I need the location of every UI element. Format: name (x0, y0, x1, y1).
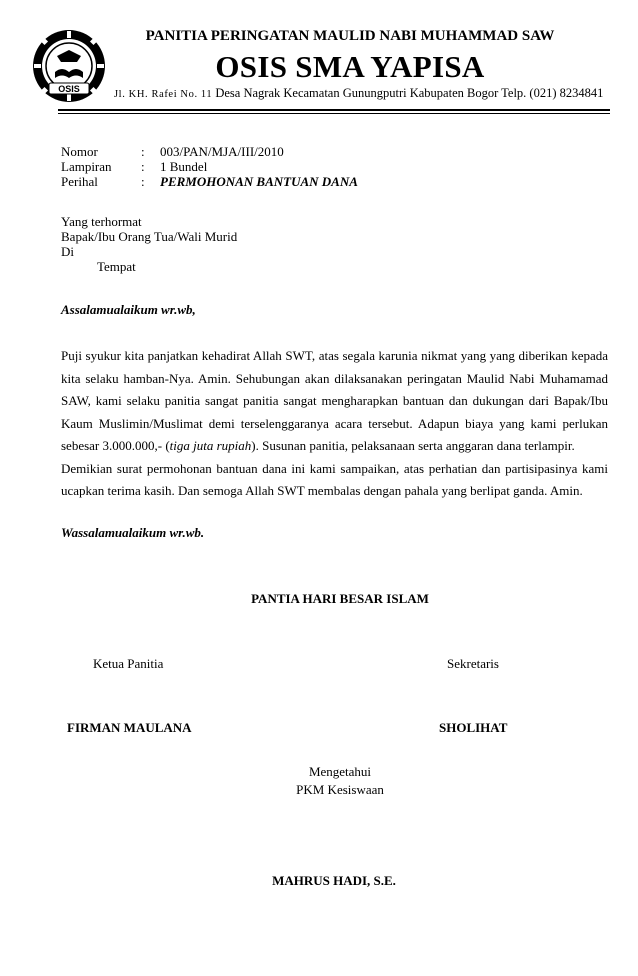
chair-name: FIRMAN MAULANA (67, 720, 192, 735)
acknowledge-unit: PKM Kesiswaan (296, 782, 384, 797)
recipient-line-1: Yang terhormat (61, 214, 142, 229)
committee-name: PANTIA HARI BESAR ISLAM (251, 591, 429, 606)
secretary-title: Sekretaris (447, 656, 499, 671)
body-p1-start: Puji syukur kita panjatkan kehadirat Allah SWT, atas segala karunia nikmat yang yang diberikan kepada kita selaku hamban-Nya. Amin. Sehubungan akan dilaksanakan peringatan Maulid Nabi Muhamamad SAW, kami selaku panitia sangat panitia sangat mengharapkan bantuan dan dukungan dari Bapak/Ibu Kaum Muslimin/Muslimat demi terselenggaranya acara tersebut. Adapun biaya yang kami perlukan sebesar 3.000.000,- ( (61, 348, 608, 453)
body-paragraph-1 (61, 345, 608, 458)
recipient-line-3: Di (61, 244, 74, 259)
closing: Wassalamualaikum wr.wb. (61, 525, 205, 540)
recipient-line-4: Tempat (97, 259, 136, 274)
perihal-label: Perihal (61, 174, 98, 189)
address-rest: Desa Nagrak Kecamatan Gunungputri Kabupaten Bogor Telp. (021) 8234841 (215, 86, 604, 100)
secretary-name: SHOLIHAT (439, 720, 508, 735)
header-rule-thick (58, 109, 610, 111)
logo-text: OSIS (58, 84, 80, 94)
letter-body (61, 345, 608, 503)
chair-title: Ketua Panitia (93, 656, 164, 671)
address-street: Jl. KH. Rafei No. 11 (114, 89, 213, 100)
lampiran-label: Lampiran (61, 159, 112, 174)
nomor-colon: : (141, 144, 145, 159)
letterhead-school: OSIS SMA YAPISA (215, 49, 485, 84)
body-p1-end: ). Susunan panitia, pelaksanaan serta anggaran dana terlampir. (251, 438, 575, 453)
body-paragraph-2: Demikian surat permohonan bantuan dana ini kami sampaikan, atas perhatian dan partisipasinya kami ucapkan terima kasih. Dan semoga Allah SWT membalas dengan pahala yang berlipat ganda. Amin. (61, 460, 608, 498)
perihal-colon: : (141, 174, 145, 189)
nomor-value: 003/PAN/MJA/III/2010 (160, 144, 284, 159)
recipient-line-2: Bapak/Ibu Orang Tua/Wali Murid (61, 229, 238, 244)
perihal-value: PERMOHONAN BANTUAN DANA (160, 174, 358, 189)
header-rule-thin (58, 113, 610, 114)
lampiran-value: 1 Bundel (160, 159, 208, 174)
letterhead-org: PANITIA PERINGATAN MAULID NABI MUHAMMAD SAW (145, 28, 555, 44)
lampiran-colon: : (141, 159, 145, 174)
body-p1-italic: tiga juta rupiah (169, 438, 252, 453)
letterhead-address (114, 86, 603, 101)
greeting: Assalamualaikum wr.wb, (61, 302, 196, 317)
acknowledge-label: Mengetahui (308, 764, 372, 779)
acknowledge-name: MAHRUS HADI, S.E. (272, 873, 396, 888)
nomor-label: Nomor (61, 144, 98, 159)
